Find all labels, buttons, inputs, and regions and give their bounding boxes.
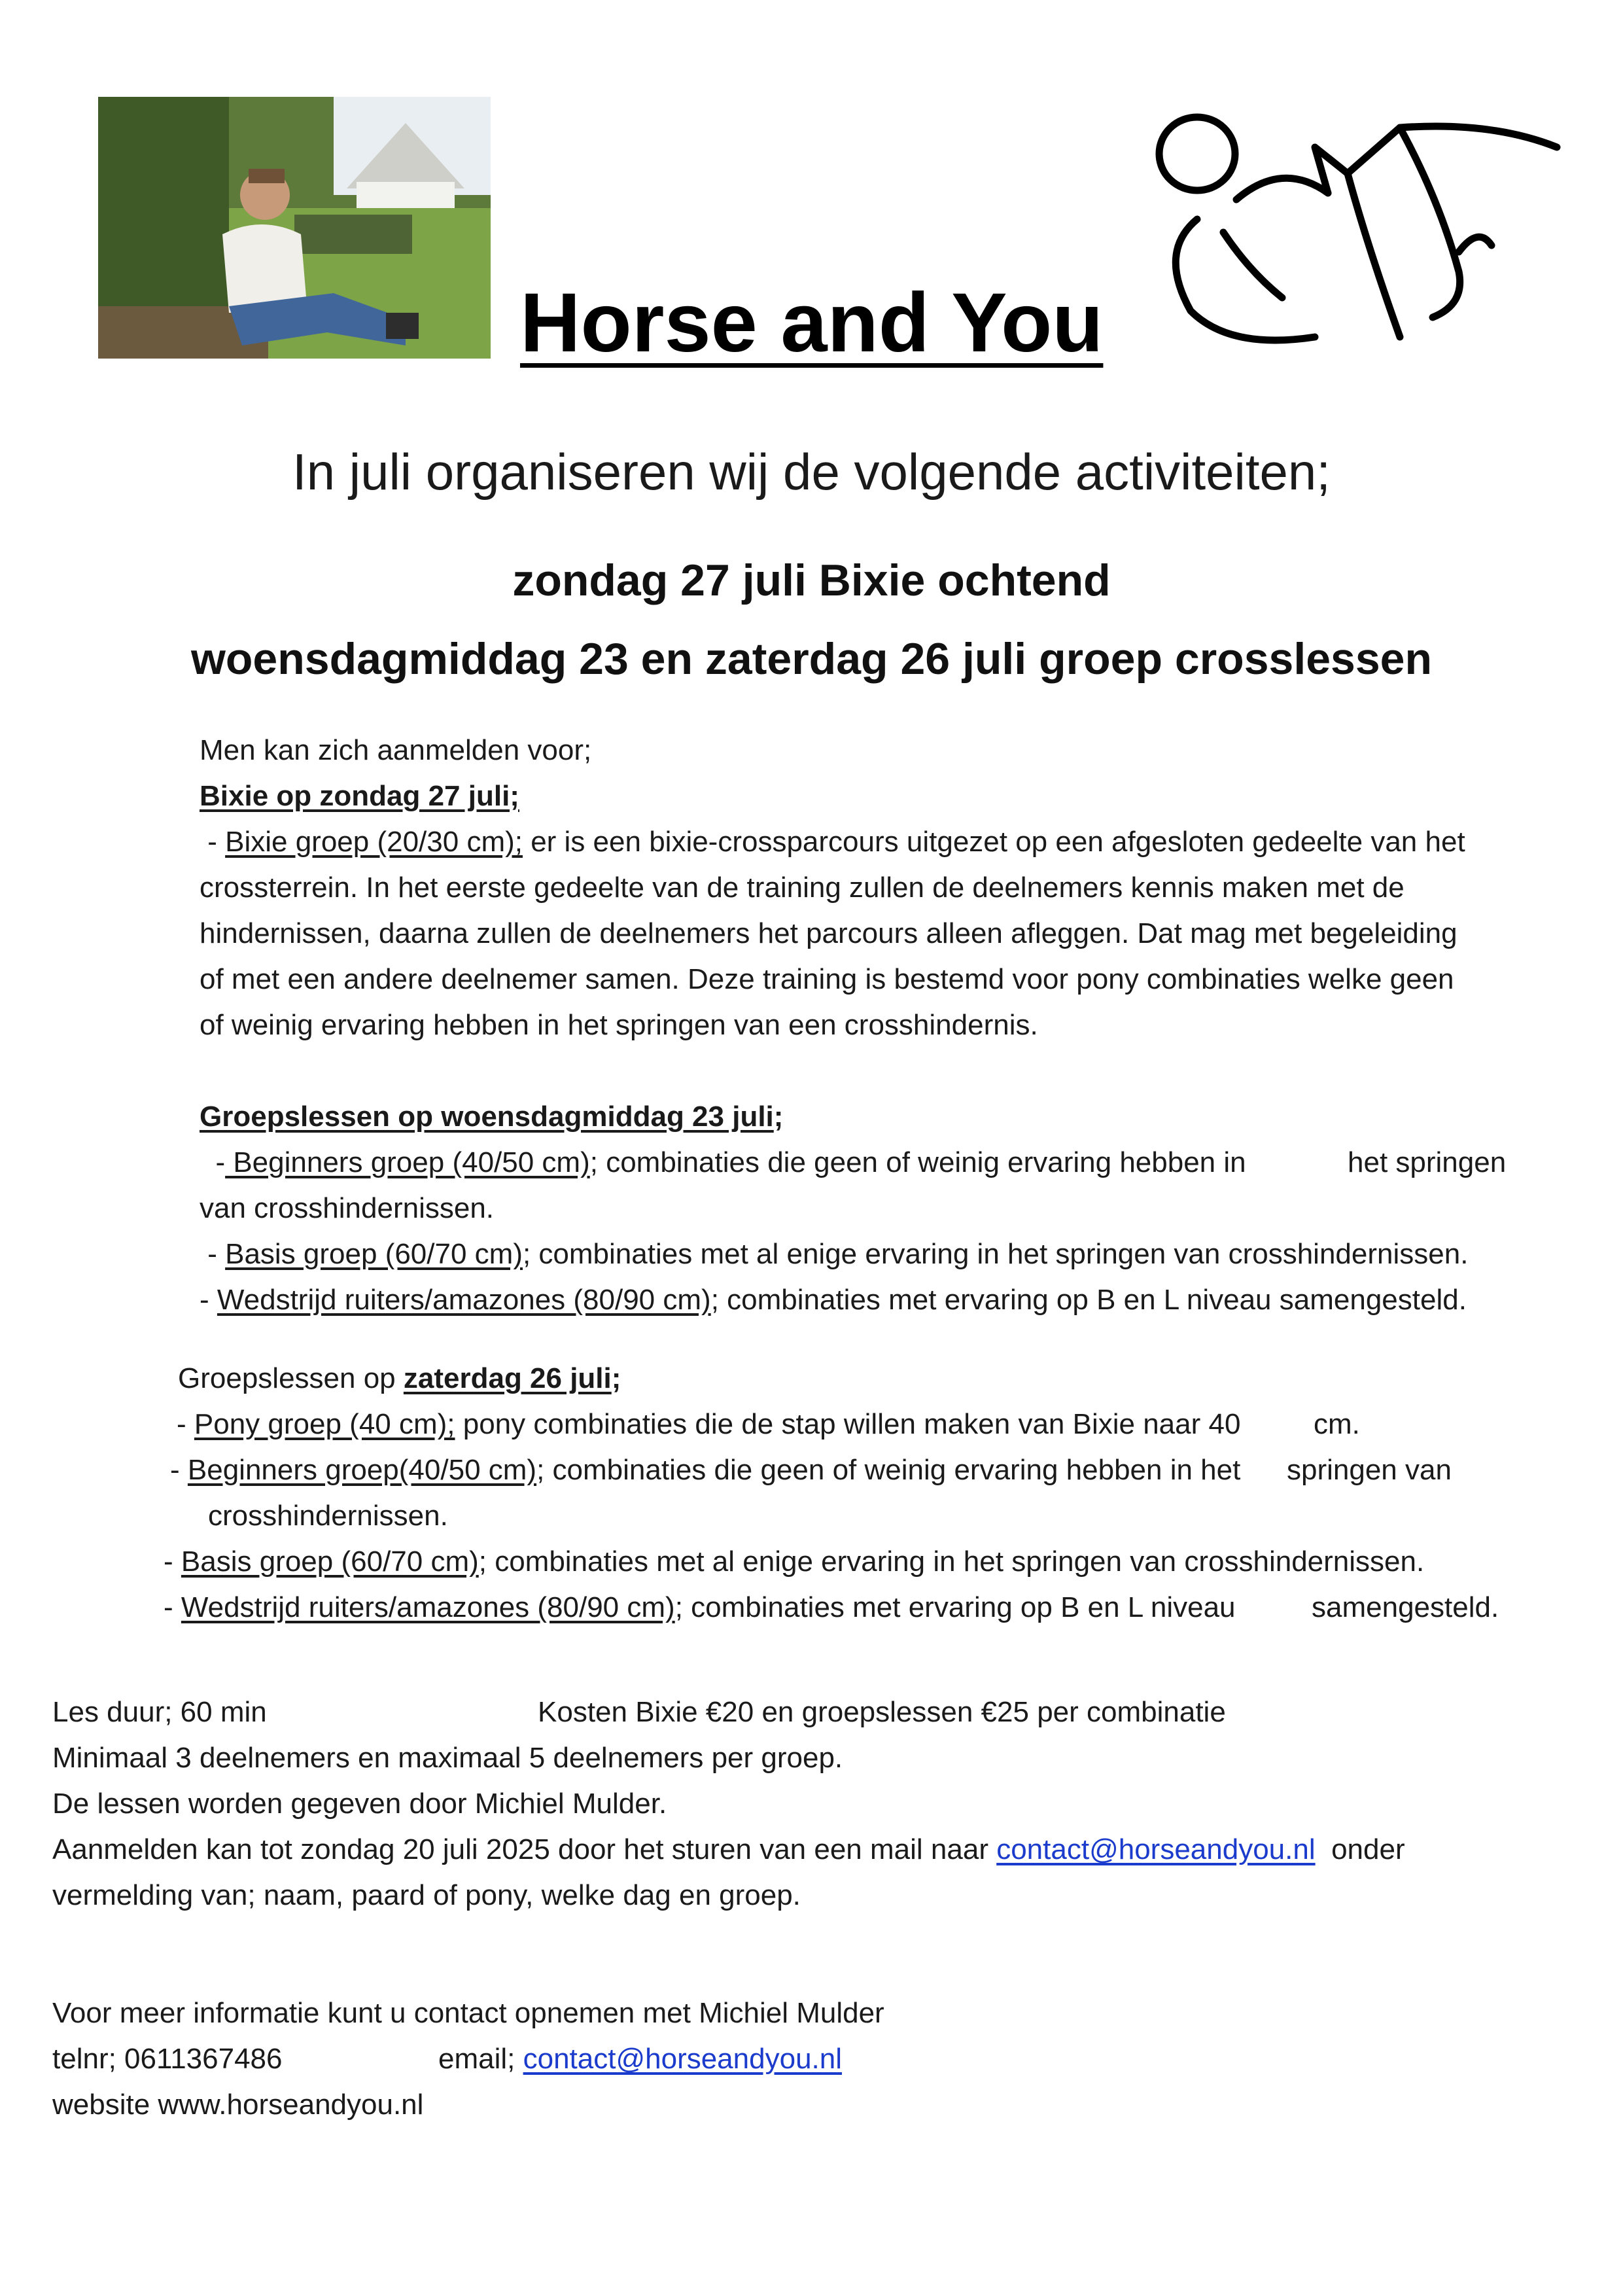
bixie-item-label: Bixie groep (20/30 cm); [225, 826, 523, 858]
person-photo [98, 97, 491, 359]
wednesday-heading [200, 1094, 783, 1140]
contact-info: Voor meer informatie kunt u contact opnemen met Michiel Mulder [52, 1997, 884, 2029]
contact-email-label: email; [438, 2043, 523, 2075]
saturday-heading-plain: Groepslessen op [178, 1362, 404, 1394]
item-tail: cm. [1314, 1408, 1360, 1440]
contact-email-link[interactable]: contact@horseandyou.nl [523, 2043, 843, 2075]
wednesday-item: van crosshindernissen. [200, 1192, 495, 1224]
teacher: De lessen worden gegeven door Michiel Mulder. [52, 1788, 667, 1820]
group-size: Minimaal 3 deelnemers en maximaal 5 deelnemers per groep. [52, 1742, 843, 1774]
item-prefix: - [164, 1591, 181, 1623]
item-label: Basis groep (60/70 cm) [225, 1238, 523, 1270]
bixie-item-text: er is een bixie-crossparcours uitgezet op een afgesloten gedeelte van het [522, 826, 1465, 858]
item-prefix: - [170, 1454, 188, 1486]
saturday-item [164, 1539, 1424, 1585]
item-prefix: - [200, 1146, 226, 1178]
wednesday-item [200, 1140, 1508, 1186]
item-text: ; combinaties met al enige ervaring in het springen van crosshindernissen. [478, 1545, 1425, 1578]
item-tail: samengesteld. [1312, 1591, 1499, 1623]
saturday-item [177, 1402, 1485, 1447]
bixie-line: of weinig ervaring hebben in het springen van een crosshindernis. [200, 1009, 1038, 1041]
item-label: Wedstrijd ruiters/amazones (80/90 cm) [181, 1591, 675, 1623]
subtitle: In juli organiseren wij de volgende activiteiten; [292, 443, 1331, 501]
bixie-item-prefix: - [200, 826, 226, 858]
signup-text: Aanmelden kan tot zondag 20 juli 2025 door het sturen van een mail naar [52, 1833, 997, 1865]
headline-bixie: zondag 27 juli Bixie ochtend [512, 556, 1111, 605]
item-label: Beginners groep(40/50 cm) [187, 1454, 537, 1486]
lesson-costs: Kosten Bixie €20 en groepslessen €25 per combinatie [538, 1696, 1226, 1728]
saturday-heading [178, 1356, 621, 1402]
signup-email-link[interactable]: contact@horseandyou.nl [996, 1833, 1316, 1865]
item-tail: springen van [1287, 1454, 1452, 1486]
signup-tail: onder [1315, 1833, 1405, 1865]
contact-email [438, 2036, 842, 2082]
signup-line-2: vermelding van; naam, paard of pony, welke dag en groep. [52, 1879, 801, 1911]
lesson-duration: Les duur; 60 min [52, 1696, 267, 1728]
item-label: Wedstrijd ruiters/amazones (80/90 cm) [217, 1284, 711, 1316]
saturday-heading-suffix: ; [611, 1362, 621, 1394]
bixie-item [200, 819, 1465, 865]
bixie-line: hindernissen, daarna zullen de deelnemers het parcours alleen afleggen. Dat mag met begeleiding [200, 917, 1457, 949]
item-prefix: - [177, 1408, 194, 1440]
item-text: pony combinaties die de stap willen maken van Bixie naar 40 [455, 1408, 1241, 1440]
item-label: Pony groep (40 cm); [194, 1408, 455, 1440]
bixie-heading [200, 773, 519, 819]
wednesday-heading-text: Groepslessen op woensdagmiddag 23 juli [200, 1101, 774, 1133]
headline-cross: woensdagmiddag 23 en zaterdag 26 juli groep crosslessen [190, 634, 1433, 684]
wednesday-heading-suffix: ; [773, 1101, 784, 1133]
contact-phone: telnr; 0611367486 [52, 2043, 283, 2075]
signup-lead: Men kan zich aanmelden voor; [200, 734, 592, 766]
horse-rider-logo-icon [1151, 101, 1570, 357]
item-prefix: - [164, 1545, 181, 1578]
signup-line [52, 1827, 1405, 1873]
item-text: ; combinaties met ervaring op B en L niveau samengesteld. [710, 1284, 1467, 1316]
item-text: ; combinaties met ervaring op B en L niveau [674, 1591, 1236, 1623]
wednesday-item [200, 1277, 1467, 1323]
item-tail: het springen [1348, 1146, 1507, 1178]
saturday-heading-bold: zaterdag 26 juli [403, 1362, 612, 1394]
saturday-item: crosshindernissen. [208, 1500, 448, 1532]
person-photo-icon [98, 97, 491, 359]
item-label: Basis groep (60/70 cm) [181, 1545, 479, 1578]
item-text: ; combinaties die geen of weinig ervaring hebben in [589, 1146, 1246, 1178]
item-text: ; combinaties met al enige ervaring in het springen van crosshindernissen. [522, 1238, 1469, 1270]
bixie-line: of met een andere deelnemer samen. Deze training is bestemd voor pony combinaties welke geen [200, 963, 1454, 995]
saturday-item [170, 1447, 1544, 1493]
item-prefix: - [200, 1238, 226, 1270]
page-title: Horse and You [520, 276, 1104, 370]
bixie-line: crossterrein. In het eerste gedeelte van de training zullen de deelnemers kennis maken met de [200, 872, 1405, 904]
horse-and-you-logo [1151, 101, 1570, 357]
item-label: Beginners groep (40/50 cm) [225, 1146, 590, 1178]
contact-website: website www.horseandyou.nl [52, 2089, 424, 2121]
item-text: ; combinaties die geen of weinig ervaring hebben in het [536, 1454, 1241, 1486]
bixie-heading-text: Bixie op zondag 27 juli; [200, 780, 519, 812]
item-prefix: - [200, 1284, 217, 1316]
saturday-item [164, 1585, 1537, 1631]
wednesday-item [200, 1231, 1468, 1277]
